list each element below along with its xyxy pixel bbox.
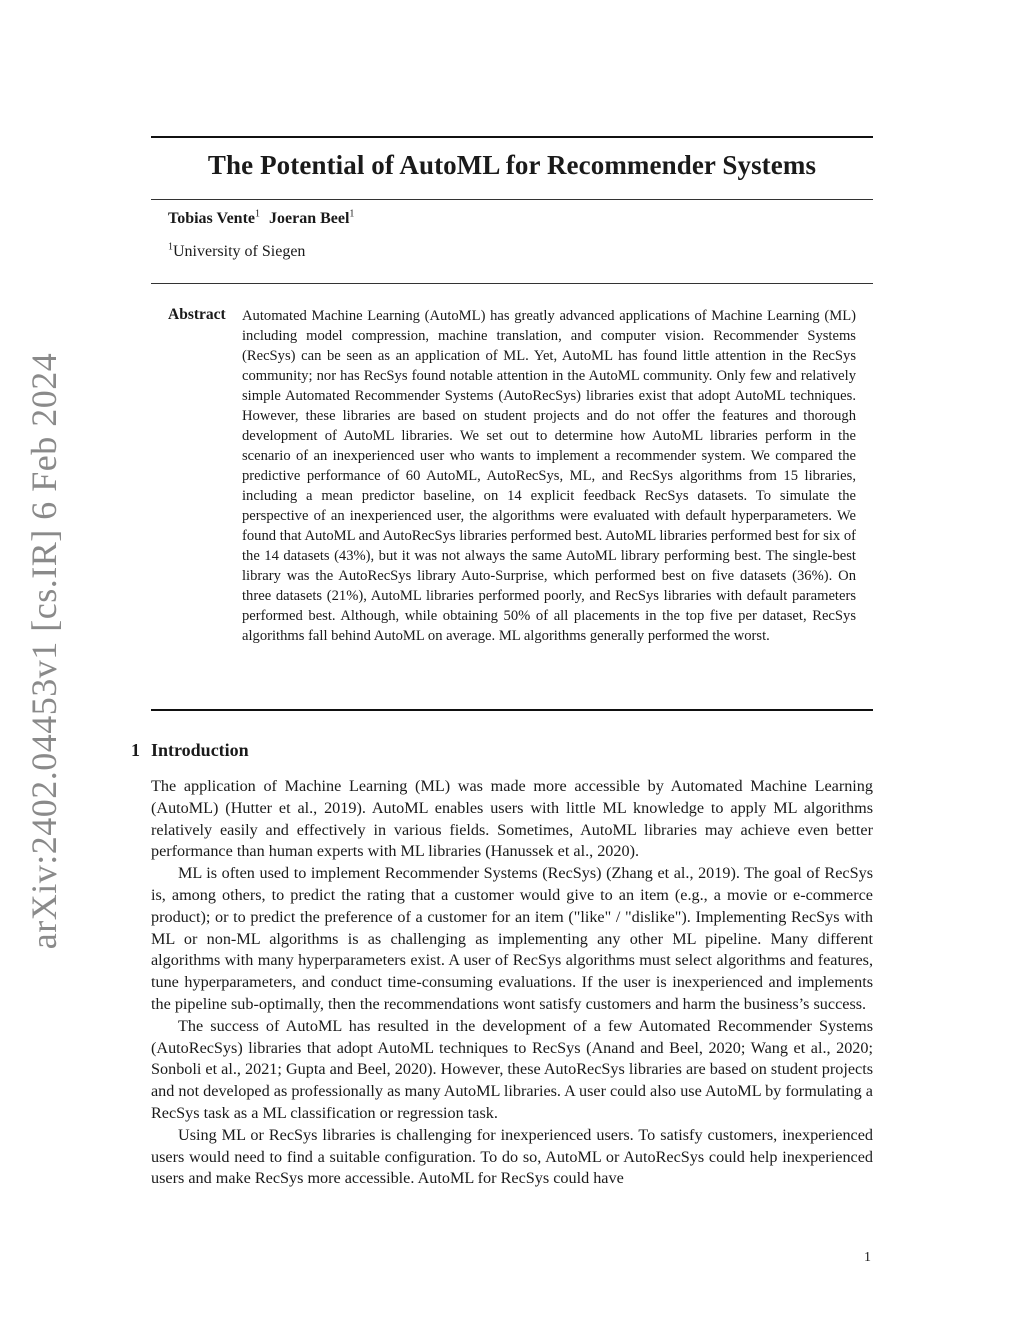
page-number: 1 (864, 1250, 871, 1265)
paper-title: The Potential of AutoML for Recommender Systems (207, 150, 817, 180)
section-body (151, 776, 873, 1190)
affiliation (168, 243, 305, 261)
author-name: Tobias Vente (168, 210, 255, 227)
abstract-label: Abstract (168, 306, 226, 323)
abstract-top-rule (151, 283, 873, 284)
section-title: Introduction (151, 740, 249, 760)
title-bottom-rule (151, 199, 873, 200)
section-heading (131, 740, 249, 761)
author-list (168, 210, 354, 228)
abstract-text: Automated Machine Learning (AutoML) has greatly advanced applications of Machine Learning (ML) including model compression, machine translation, and computer vision. Recommender Systems (RecSys) can be seen as an application of ML. Yet, AutoML has found little attention in the RecSys community; nor has RecSys found notable attention in the AutoML community. Only few and relatively simple Automated Recommender Systems (AutoRecSys) libraries exist that adopt AutoML techniques. However, these libraries are based on student projects and do not offer the features and thorough development of AutoML libraries. We set out to determine how AutoML libraries perform in the scenario of an inexperienced user who wants to implement a recommender system. We compared the predictive performance of 60 AutoML, AutoRecSys, ML, and RecSys algorithms from 15 libraries, including a mean predictor baseline, on 14 explicit feedback RecSys datasets. To simulate the perspective of an inexperienced user, the algorithms were evaluated with default hyperparameters. We found that AutoML and AutoRecSys libraries performed best. AutoML libraries performed best for six of the 14 datasets (43%), but it was not always the same AutoML library performing best. The single-best library was the AutoRecSys library Auto-Surprise, which performed best on five datasets (36%). On three datasets (21%), AutoML libraries performed poorly, and RecSys libraries with default parameters performed best. Although, while obtaining 50% of all placements in the top five per dataset, RecSys algorithms fall behind AutoML on average. ML algorithms generally performed the worst. (242, 308, 856, 644)
author-affiliation-mark: 1 (349, 208, 355, 220)
title-top-rule (151, 136, 873, 138)
author-affiliation-mark: 1 (255, 208, 260, 220)
body-paragraph: ML is often used to implement Recommender Systems (RecSys) (Zhang et al., 2019). The goal of RecSys is, among others, to predict the rating that a customer would give to an item (e.g., a movie or e-commerce product); or to predict the preference of a customer for an item ("like" / "dislike"). Implementing RecSys with ML or non-ML algorithms is as challenging as implementing any other ML pipeline. Many different algorithms with many hyperparameters exist. A user of RecSys algorithms must select algorithms and features, tune hyperparameters, and conduct time-consuming evaluations. If the user is inexperienced and implements the pipeline sub-optimally, then the recommendations wont satisfy customers and harm the business’s success. (151, 864, 873, 1013)
author-name: Joeran Beel (269, 210, 350, 227)
abstract-bottom-rule (151, 709, 873, 711)
affiliation-mark: 1 (168, 241, 173, 253)
affiliation-name: University of Siegen (173, 243, 306, 260)
body-paragraph: The success of AutoML has resulted in the development of a few Automated Recommender Systems (AutoRecSys) libraries that adopt AutoML techniques to RecSys (Anand and Beel, 2020; Wang et al., 2020; Sonboli et al., 2021; Gupta and Beel, 2020). However, these AutoRecSys libraries are based on student projects and not developed as professionally as many AutoML libraries. A user could also use AutoML by formulating a RecSys task as a ML classification or regression task. (151, 1016, 873, 1122)
body-paragraph: The application of Machine Learning (ML) was made more accessible by Automated Machine Learning (AutoML) (Hutter et al., 2019). AutoML enables users with little ML knowledge to apply ML algorithms relatively easily and effectively in various fields. Sometimes, AutoML libraries may achieve even better performance than human experts with ML libraries (Hanussek et al., 2020). (151, 777, 873, 861)
section-number: 1 (131, 740, 140, 760)
arxiv-identifier-stamp: arXiv:2402.04453v1 [cs.IR] 6 Feb 2024 (24, 352, 64, 950)
body-paragraph: Using ML or RecSys libraries is challenging for inexperienced users. To satisfy customers, inexperienced users would need to find a suitable configuration. To do so, AutoML or AutoRecSys could help inexperienced users and make RecSys more accessible. AutoML for RecSys could have (151, 1125, 873, 1188)
